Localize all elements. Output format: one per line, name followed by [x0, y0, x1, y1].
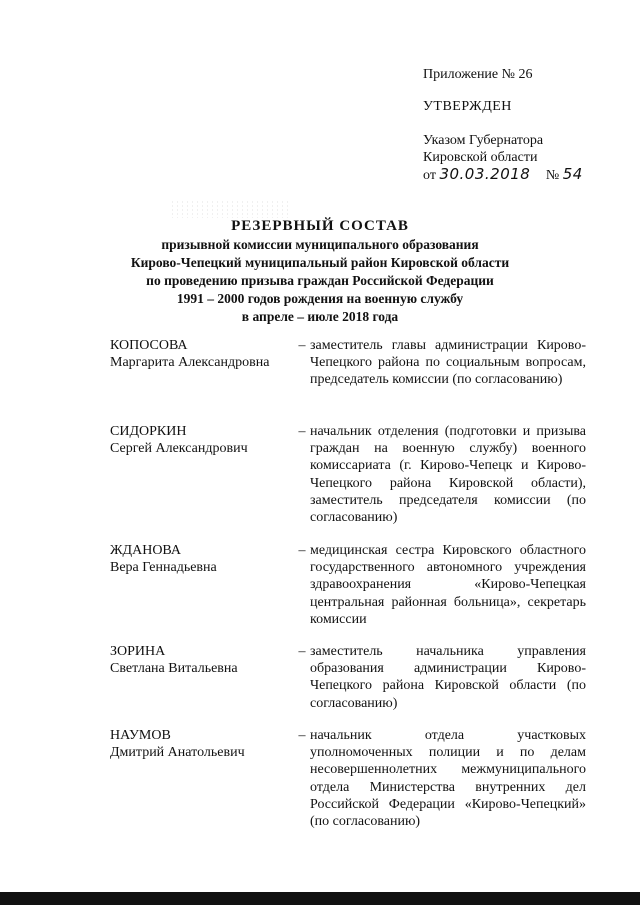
- separator-dash: –: [298, 424, 306, 439]
- decree-line-2: Кировской области: [423, 150, 538, 165]
- title-line: 1991 – 2000 годов рождения на военную службу: [176, 291, 464, 306]
- number-prefix: №: [545, 168, 560, 183]
- member-given-name: Маргарита Александровна: [110, 355, 270, 371]
- approved-label: УТВЕРЖДЕН: [423, 99, 512, 114]
- member-role: заместитель главы администрации Кирово-Чепецкого района по социальным вопросам, председатель комиссии (по согласованию): [310, 338, 586, 388]
- separator-dash: –: [298, 644, 306, 659]
- member-surname: ЗОРИНА: [110, 644, 166, 659]
- appendix-number: Приложение № 26: [423, 67, 533, 82]
- approval-stamp-block: [423, 66, 623, 184]
- member-name: [110, 643, 285, 677]
- scan-noise: [170, 200, 290, 218]
- member-role: медицинская сестра Кировского областного государственного автономного учреждения здравоохранения «Кирово-Чепецкая центральная районная больница», секретарь комиссии: [310, 543, 586, 627]
- member-role: заместитель начальника управления образования администрации Кирово-Чепецкого района Кировской области (по согласованию): [310, 644, 586, 711]
- date-prefix: от: [423, 168, 436, 183]
- member-name: [110, 423, 285, 457]
- member-given-name: Сергей Александрович: [110, 441, 248, 457]
- member-surname: СИДОРКИН: [110, 424, 187, 439]
- member-given-name: Вера Геннадьевна: [110, 560, 217, 576]
- member-surname: ЖДАНОВА: [110, 543, 181, 558]
- handwritten-number: 54: [562, 165, 583, 183]
- title-line: призывной комиссии муниципального образования: [161, 237, 479, 252]
- member-name: [110, 727, 285, 761]
- decree-line-1: Указом Губернатора: [423, 133, 544, 148]
- title-line: Кирово-Чепецкий муниципальный район Кировской области: [130, 255, 510, 270]
- member-role: начальник отделения (подготовки и призыва граждан на военную службу) военного комиссариата (г. Кирово-Чепецк и Кирово-Чепецкого района Кировской области), заместитель председателя комиссии (по согласованию): [310, 424, 586, 526]
- title-line: по проведению призыва граждан Российской Федерации: [146, 273, 494, 288]
- member-role: начальник отдела участковых уполномоченных полиции и по делам несовершеннолетних межмуниципального отдела Министерства внутренних дел Российской Федерации «Кирово-Чепецкий» (по согласованию): [310, 728, 586, 830]
- document-title: РЕЗЕРВНЫЙ СОСТАВ: [231, 218, 409, 234]
- decree-date-line: [423, 166, 623, 184]
- member-surname: НАУМОВ: [110, 728, 171, 743]
- member-given-name: Светлана Витальевна: [110, 661, 238, 677]
- separator-dash: –: [298, 728, 306, 743]
- member-name: [110, 542, 285, 576]
- document-title-block: [100, 217, 540, 326]
- separator-dash: –: [298, 338, 306, 353]
- title-line: в апреле – июле 2018 года: [241, 309, 399, 324]
- member-name: [110, 337, 285, 371]
- separator-dash: –: [298, 543, 306, 558]
- member-surname: КОПОСОВА: [110, 338, 188, 353]
- handwritten-date: 30.03.2018: [439, 165, 531, 183]
- member-given-name: Дмитрий Анатольевич: [110, 745, 245, 761]
- scan-bottom-edge: [0, 892, 640, 905]
